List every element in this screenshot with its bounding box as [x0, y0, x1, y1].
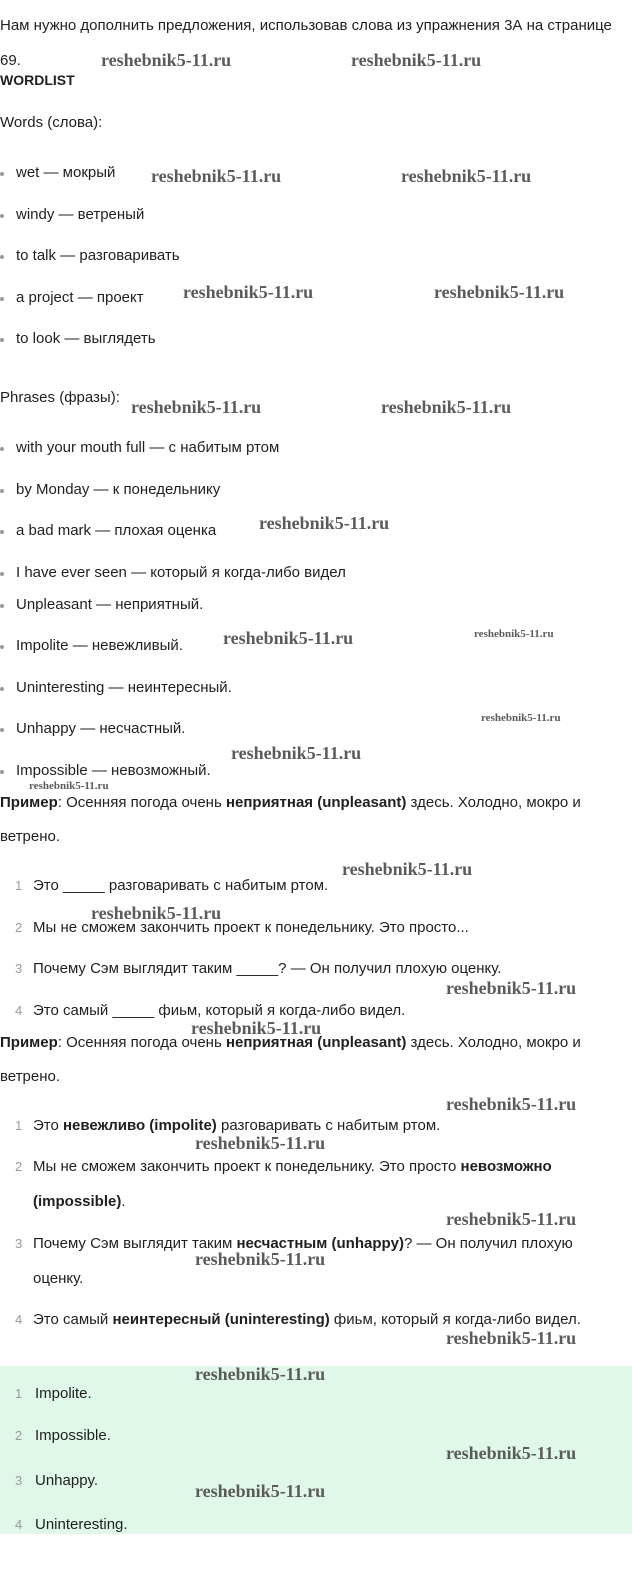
list-item: Unpleasant — неприятный.: [16, 596, 204, 613]
watermark: reshebnik5-11.ru: [183, 282, 314, 302]
list-item: Impossible — невозможный.: [16, 762, 211, 779]
list-item: with your mouth full — с набитым ртом: [16, 439, 280, 456]
watermark: reshebnik5-11.ru: [481, 712, 561, 724]
item-text: Почему Сэм выглядит таким _____? — Он получил плохую оценку.: [33, 960, 502, 977]
watermark: reshebnik5-11.ru: [195, 1364, 326, 1384]
item-number: 2: [15, 920, 23, 935]
example-sentence: [0, 786, 630, 854]
list-item: [15, 1463, 629, 1498]
item-number: 3: [15, 961, 23, 976]
watermark: reshebnik5-11.ru: [446, 1209, 577, 1229]
item-number: 1: [15, 1386, 23, 1401]
item-text: Impossible.: [35, 1427, 111, 1444]
item-text-before: Это: [33, 1117, 63, 1134]
item-text: Это _____ разговаривать с набитым ртом.: [33, 877, 329, 894]
words-label: Words (слова):: [0, 114, 103, 131]
item-answer: несчастным (unhappy): [236, 1235, 404, 1252]
list-item: Uninteresting — неинтересный.: [16, 679, 232, 696]
watermark: reshebnik5-11.ru: [446, 1094, 577, 1114]
watermark: reshebnik5-11.ru: [195, 1481, 326, 1501]
list-item: to talk — разговаривать: [16, 247, 180, 264]
watermark: reshebnik5-11.ru: [29, 780, 109, 792]
example-bold: неприятная (unpleasant): [225, 1034, 407, 1051]
item-number: 4: [15, 1003, 23, 1018]
watermark: reshebnik5-11.ru: [231, 743, 362, 763]
list-item: a project — проект: [16, 289, 144, 306]
watermark: reshebnik5-11.ru: [446, 1443, 577, 1463]
watermark: reshebnik5-11.ru: [401, 166, 532, 186]
item-text: Impolite.: [35, 1385, 92, 1402]
watermark: reshebnik5-11.ru: [474, 628, 554, 640]
item-text-before: Почему Сэм выглядит таким: [33, 1235, 237, 1252]
watermark: reshebnik5-11.ru: [259, 513, 390, 533]
list-item: I have ever seen — который я когда-либо видел: [16, 564, 346, 581]
watermark: reshebnik5-11.ru: [223, 628, 354, 648]
list-item: [15, 1226, 627, 1296]
example-text-before: : Осенняя погода очень: [57, 1034, 226, 1051]
item-number: 4: [15, 1312, 23, 1327]
item-text-before: Мы не сможем закончить проект к понедельнику. Это просто: [33, 1158, 461, 1175]
list-item: [15, 1376, 629, 1411]
list-item: a bad mark — плохая оценка: [16, 522, 217, 539]
item-answer: неинтересный (uninteresting): [112, 1311, 330, 1328]
item-number: 3: [15, 1236, 23, 1251]
list-item: by Monday — к понедельнику: [16, 481, 221, 498]
intro-text: Нам нужно дополнить предложения, использовав слова из упражнения 3А на странице 69.: [0, 17, 612, 69]
item-number: 1: [15, 1118, 23, 1133]
example-label: Пример: [0, 794, 58, 811]
example-text-after: здесь. Холодно, мокро и ветрено.: [0, 1034, 581, 1085]
item-answer: невежливо (impolite): [63, 1117, 217, 1134]
list-item: windy — ветреный: [16, 206, 145, 223]
list-item: [15, 1507, 629, 1542]
list-item: [15, 868, 627, 903]
list-item: Unhappy — несчастный.: [16, 720, 186, 737]
item-text: Мы не сможем закончить проект к понедельнику. Это просто...: [33, 919, 469, 936]
item-text-before: Это самый: [33, 1311, 113, 1328]
item-number: 4: [15, 1517, 23, 1532]
list-item: to look — выглядеть: [16, 330, 156, 347]
watermark: reshebnik5-11.ru: [351, 50, 482, 70]
item-text: Unhappy.: [35, 1472, 99, 1489]
item-text-after: ? — Он получил плохую оценку.: [33, 1235, 573, 1287]
watermark: reshebnik5-11.ru: [101, 50, 232, 70]
list-item: Impolite — невежливый.: [16, 637, 183, 654]
watermark: reshebnik5-11.ru: [381, 397, 512, 417]
item-number: 2: [15, 1428, 23, 1443]
watermark: reshebnik5-11.ru: [446, 978, 577, 998]
watermark: reshebnik5-11.ru: [91, 903, 222, 923]
watermark: reshebnik5-11.ru: [342, 859, 473, 879]
item-text: Это самый _____ фиьм, который я когда-либо видел.: [33, 1002, 406, 1019]
item-number: 2: [15, 1159, 23, 1174]
example-label: Пример: [0, 1034, 58, 1051]
item-text-after: фиьм, который я когда-либо видел.: [329, 1311, 581, 1328]
item-text-after: .: [121, 1193, 126, 1210]
watermark: reshebnik5-11.ru: [191, 1018, 322, 1038]
watermark: reshebnik5-11.ru: [195, 1133, 326, 1153]
example-bold: неприятная (unpleasant): [225, 794, 407, 811]
wordlist-heading: WORDLIST: [0, 72, 75, 88]
item-number: 3: [15, 1473, 23, 1488]
phrases-label: Phrases (фразы):: [0, 389, 120, 406]
watermark: reshebnik5-11.ru: [151, 166, 282, 186]
example-text-before: : Осенняя погода очень: [57, 794, 226, 811]
list-item: wet — мокрый: [16, 164, 116, 181]
watermark: reshebnik5-11.ru: [131, 397, 262, 417]
item-text: Uninteresting.: [35, 1516, 128, 1533]
watermark: reshebnik5-11.ru: [434, 282, 565, 302]
watermark: reshebnik5-11.ru: [446, 1328, 577, 1348]
item-text-after: разговаривать с набитым ртом.: [216, 1117, 441, 1134]
item-number: 1: [15, 878, 23, 893]
example-text-after: здесь. Холодно, мокро и ветрено.: [0, 794, 581, 845]
item-answer: невозможно (impossible): [33, 1158, 552, 1210]
watermark: reshebnik5-11.ru: [195, 1249, 326, 1269]
